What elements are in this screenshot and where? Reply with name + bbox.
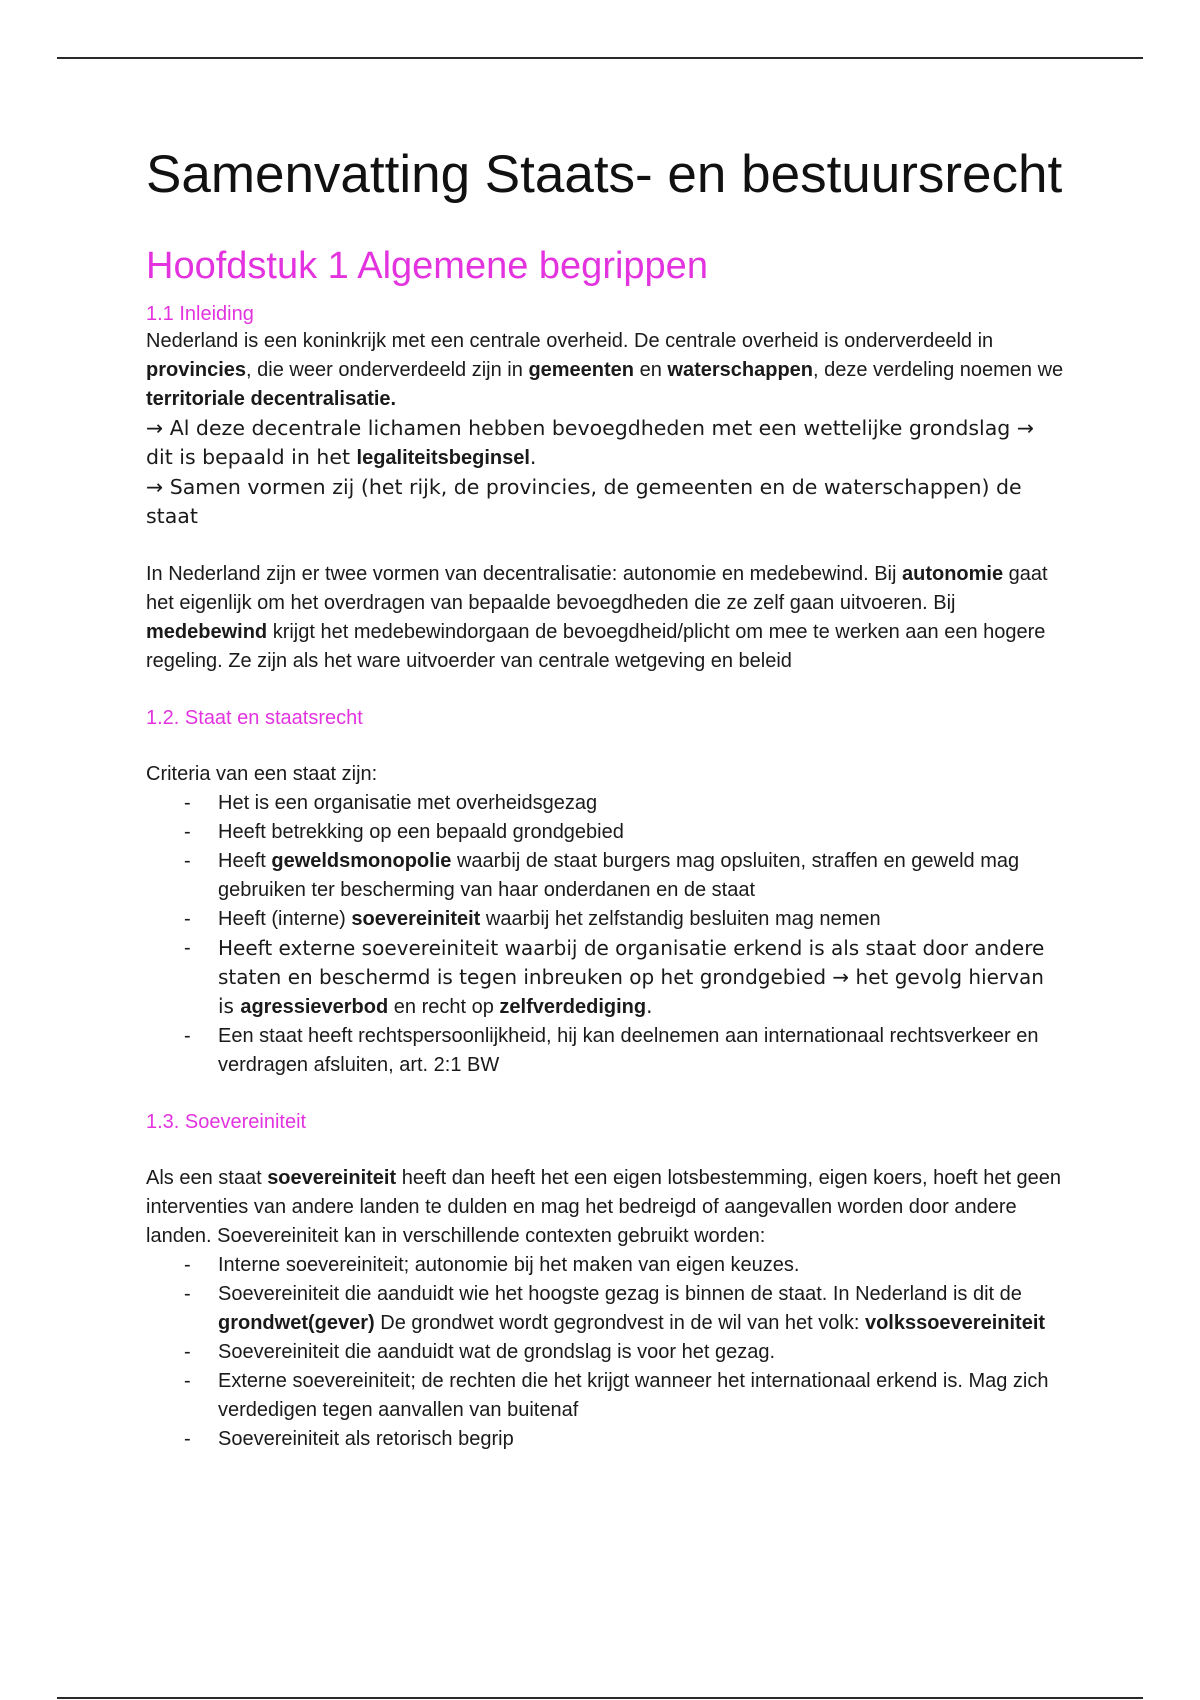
list-item: - Heeft geweldsmonopolie waarbij de staat burgers mag opsluiten, straffen en geweld mag gebruiken ter bescherming van haar onderdanen en de staat — [184, 850, 1020, 901]
list-item: - Het is een organisatie met overheidsgezag — [184, 792, 598, 814]
section-1-2 — [146, 705, 1066, 1080]
document-title: Samenvatting Staats- en bestuursrecht — [146, 145, 1063, 204]
list-item: - Soevereiniteit die aanduidt wie het hoogste gezag is binnen de staat. In Nederland is dit de grondwet(gever) De grondwet wordt gegrondvest in de wil van het volk: volkssoevereiniteit — [184, 1283, 1046, 1334]
chapter-heading: Hoofdstuk 1 Algemene begrippen — [146, 245, 708, 287]
bottom-rule — [57, 1697, 1143, 1699]
section-1-3 — [146, 1109, 1066, 1454]
section-1-1 — [146, 301, 1066, 676]
list-item: - Externe soevereiniteit; de rechten die het krijgt wanneer het internationaal erkend is. Mag zich verdedigen tegen aanvallen van buitenaf — [184, 1370, 1049, 1421]
list-item: - Heeft betrekking op een bepaald grondgebied — [184, 821, 624, 843]
list-item: - Een staat heeft rechtspersoonlijkheid, hij kan deelnemen aan internationaal rechtsverkeer en verdragen afsluiten, art. 2:1 BW — [184, 1025, 1039, 1076]
list-item: - Interne soevereiniteit; autonomie bij het maken van eigen keuzes. — [184, 1254, 800, 1276]
top-rule — [57, 57, 1143, 59]
paragraph: Nederland is een koninkrijk met een centrale overheid. De centrale overheid is onderverdeeld in provincies, die weer onderverdeeld zijn in gemeenten en waterschappen, deze verdeling noemen we territoriale decentralisatie. — [146, 330, 1064, 410]
list-item: - Soevereiniteit als retorisch begrip — [184, 1428, 514, 1450]
list-item: - Heeft externe soevereiniteit waarbij de organisatie erkend is als staat door andere staten en beschermd is tegen inbreuken op het grondgebied → het gevolg hiervan is agressieverbod en recht op zelfverdediging. — [184, 936, 1045, 1018]
list-item: - Heeft (interne) soevereiniteit waarbij het zelfstandig besluiten mag nemen — [184, 908, 881, 930]
arrow-paragraph: → Al deze decentrale lichamen hebben bevoegdheden met een wettelijke grondslag → dit is bepaald in het legaliteitsbeginsel. — [146, 416, 1035, 469]
section-heading: 1.3. Soevereiniteit — [146, 1111, 307, 1133]
criteria-list — [146, 789, 1066, 1080]
soevereiniteit-list — [146, 1251, 1066, 1454]
arrow-paragraph: → Samen vormen zij (het rijk, de provincies, de gemeenten en de waterschappen) de staat — [146, 475, 1022, 528]
section-heading: 1.1 Inleiding — [146, 303, 254, 325]
paragraph: In Nederland zijn er twee vormen van decentralisatie: autonomie en medebewind. Bij autonomie gaat het eigenlijk om het overdragen van bepaalde bevoegdheden die ze zelf gaan uitvoeren. Bij medebewind krijgt het medebewindorgaan de bevoegdheid/plicht om mee te werken aan een hogere regeling. Ze zijn als het ware uitvoerder van centrale wetgeving en beleid — [146, 563, 1048, 672]
section-heading: 1.2. Staat en staatsrecht — [146, 707, 363, 729]
document-body — [146, 140, 1066, 1454]
list-item: - Soevereiniteit die aanduidt wat de grondslag is voor het gezag. — [184, 1341, 776, 1363]
list-intro: Criteria van een staat zijn: — [146, 763, 378, 785]
paragraph: Als een staat soevereiniteit heeft dan heeft het een eigen lotsbestemming, eigen koers, hoeft het geen interventies van andere landen te dulden en mag het bedreigd of aangevallen worden door andere landen. Soevereiniteit kan in verschillende contexten gebruikt worden: — [146, 1167, 1062, 1247]
